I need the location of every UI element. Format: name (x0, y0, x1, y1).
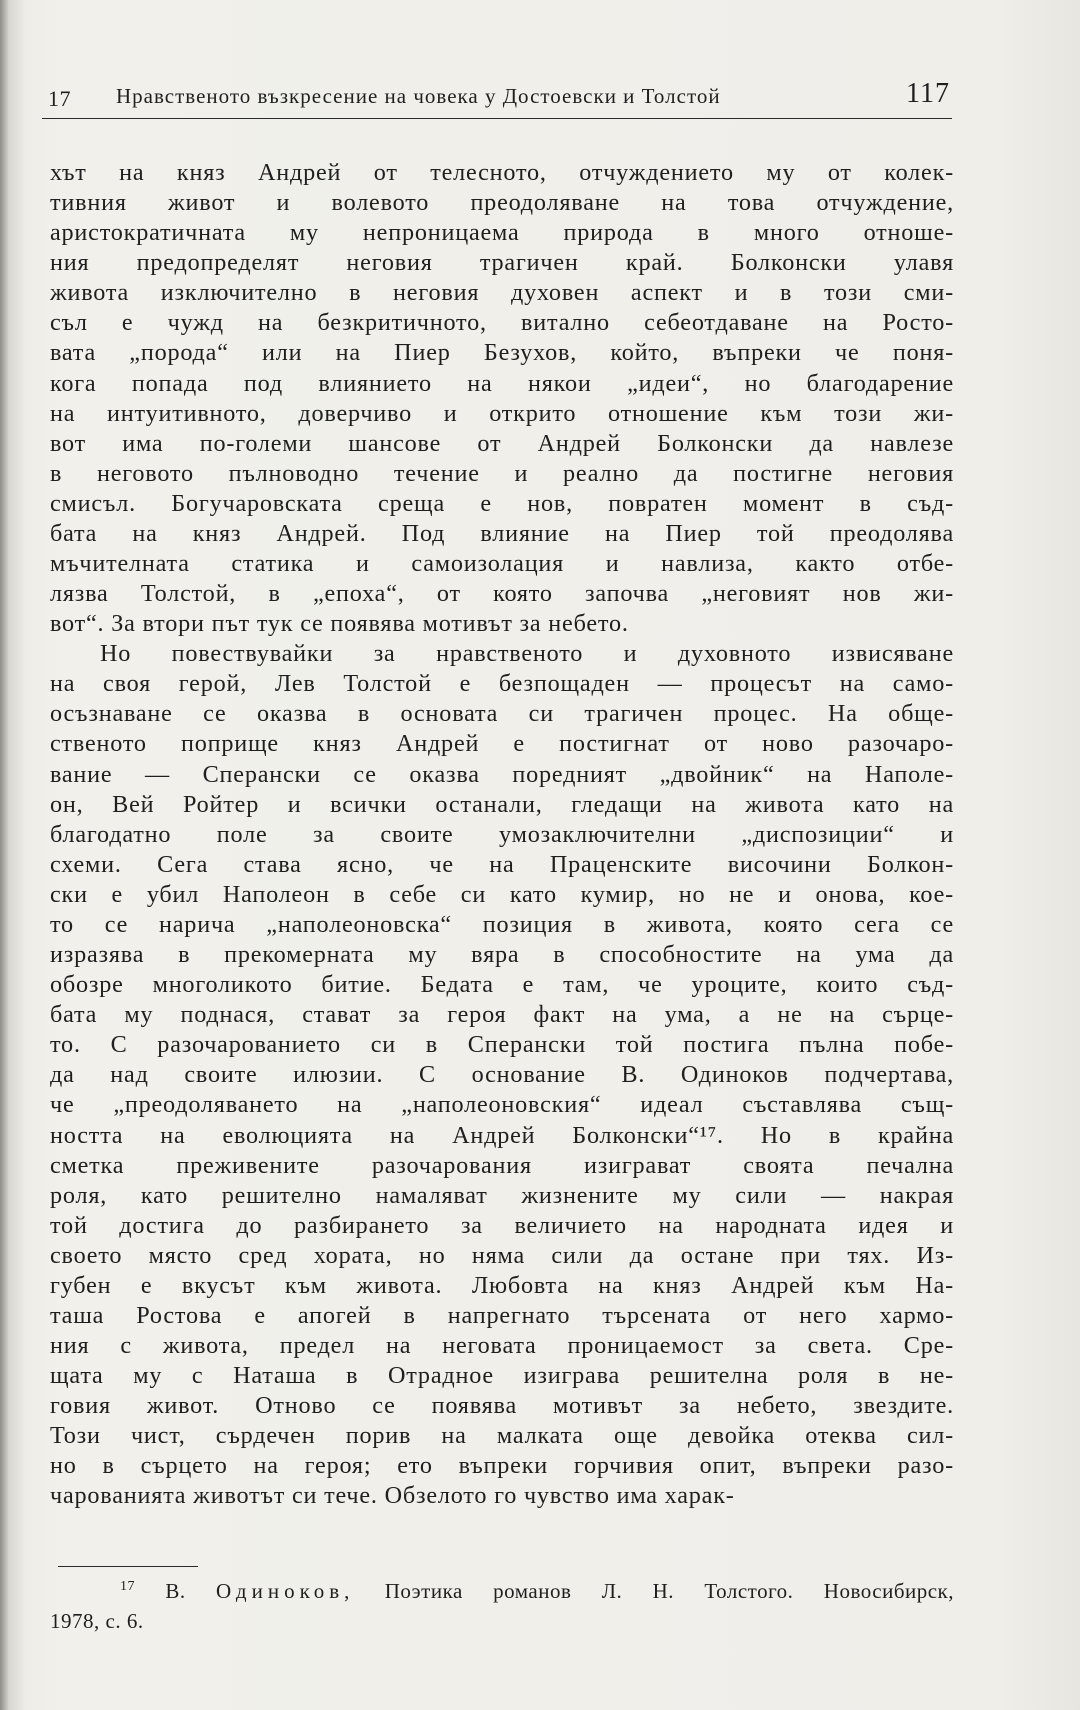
text-line: схеми. Сега става ясно, че на Праценските височини Болкон- (50, 850, 954, 878)
footnote-author-surname: Одиноков, (216, 1579, 355, 1603)
page-binding-shadow (0, 0, 8, 1710)
text-line: то се нарича „наполеоновска“ позиция в живота, която сега се (50, 910, 954, 938)
text-line: да над своите илюзии. С основание В. Одиноков подчертава, (50, 1061, 954, 1089)
text-line: хът на княз Андрей от телесното, отчуждението му от колек- (50, 159, 954, 186)
text-line: бата на княз Андрей. Под влияние на Пиер той преодолява (50, 519, 954, 547)
text-line: говия живот. Отново се появява мотивът за небето, звездите. (50, 1392, 954, 1420)
text-line: изразява в прекомерната му вяра в способностите на ума да (50, 941, 954, 969)
text-line: вание — Сперански се оказва поредният „двойник“ на Наполе- (50, 760, 954, 788)
text-line: но в сърцето на героя; ето въпреки горчивия опит, въпреки разо- (50, 1452, 954, 1480)
text-line: бата му поднася, стават за героя факт на ума, а не на сърце- (50, 1001, 954, 1029)
text-line: аристократичната му непроницаема природа в много отноше- (50, 219, 954, 247)
text-line: живота изключително в неговия духовен аспект и в този сми- (50, 279, 954, 307)
text-line: в неговото пълноводно течение и реално да постигне неговия (50, 459, 954, 487)
footnote-line-1 (50, 1576, 954, 1606)
text-line: той достига до разбирането за величието на народната идея и (50, 1211, 954, 1239)
text-line: тивния живот и волевото преодоляване на това отчуждение, (50, 189, 954, 217)
text-line: ния предопределят неговия трагичен край. Болконски улавя (50, 249, 954, 277)
text-line: вата „порода“ или на Пиер Безухов, който, въпреки че поня- (50, 339, 954, 367)
chapter-number: 17 (48, 86, 71, 111)
text-line: смисъл. Богучаровската среща е нов, повратен момент в съд- (50, 489, 954, 517)
text-line: съл е чужд на безкритичното, витално себеотдаване на Росто- (50, 309, 954, 337)
text-line: на интуитивното, доверчиво и открито отношение към този жи- (50, 399, 954, 427)
text-line: то. С разочарованието си в Сперански той постига пълна побе- (50, 1031, 954, 1059)
page-number: 117 (906, 78, 950, 109)
text-line: благодатно поле за своите умозаключителни „диспозиции“ и (50, 820, 954, 848)
text-line: щата му с Наташа в Отрадное изиграва решителна роля в не- (50, 1362, 954, 1390)
text-line: Този чист, сърдечен порив на малката още девойка отеква сил- (50, 1422, 954, 1450)
footnote-rule (58, 1566, 198, 1567)
text-line: вот има по-големи шансове от Андрей Болконски да навлезе (50, 429, 954, 457)
text-line: че „преодоляването на „наполеоновския“ идеал съставлява същ- (50, 1091, 954, 1119)
text-line: своето място сред хората, но няма сили да остане при тях. Из- (50, 1241, 954, 1269)
text-line: ски е убил Наполеон в себе си като кумир, но не и онова, кое- (50, 880, 954, 908)
text-line: таша Ростова е апогей в напрегнато търсената от него хармо- (50, 1301, 954, 1329)
footnote-author-initial: В. (165, 1579, 186, 1603)
text-line: ността на еволюцията на Андрей Болконски“¹⁷. Но в крайна (50, 1121, 954, 1149)
text-line: на своя герой, Лев Толстой е безпощаден — процесът на само- (50, 670, 954, 698)
text-line: осъзнаване се оказва в основата си трагичен процес. На обще- (50, 700, 954, 728)
text-line: ния с живота, предел на неговата проницаемост за света. Сре- (50, 1332, 954, 1360)
text-line: ственото поприще княз Андрей е постигнат от ново разочаро- (50, 730, 954, 758)
text-line: чарованията животът си тече. Обзелото го чувство има харак- (50, 1482, 735, 1510)
text-line: кога попада под влиянието на някои „идеи“, но благодарение (50, 369, 954, 397)
text-line: губен е вкусът към живота. Любовта на княз Андрей към На- (50, 1271, 954, 1299)
footnote-marker: 17 (120, 1579, 135, 1594)
text-line: вот“. За втори път тук се появява мотивът за небето. (50, 610, 629, 638)
text-line: сметка преживените разочарования изиграват своята печална (50, 1151, 954, 1179)
text-line: мъчителната статика и самоизолация и навлиза, както отбе- (50, 550, 954, 578)
header-rule (42, 118, 952, 119)
text-line: обозре многоликото битие. Бедата е там, че уроците, които съд- (50, 971, 954, 999)
running-header (48, 78, 948, 114)
text-line: роля, като решително намаляват жизнените му сили — накрая (50, 1181, 954, 1209)
footnote-reference: Поэтика романов Л. Н. Толстого. Новосибирск, (384, 1579, 955, 1603)
text-line: он, Вей Ройтер и всички останали, гледащи на живота като на (50, 790, 954, 818)
text-line: Но повествувайки за нравственото и духовното извисяване (100, 640, 954, 668)
body-text (50, 158, 954, 1512)
footnote (50, 1576, 954, 1636)
text-line: лязва Толстой, в „епоха“, от която започва „неговият нов жи- (50, 580, 954, 608)
running-title: Нравственото възкресение на човека у Достоевски и Толстой (116, 84, 721, 108)
footnote-line-2: 1978, с. 6. (50, 1609, 144, 1633)
